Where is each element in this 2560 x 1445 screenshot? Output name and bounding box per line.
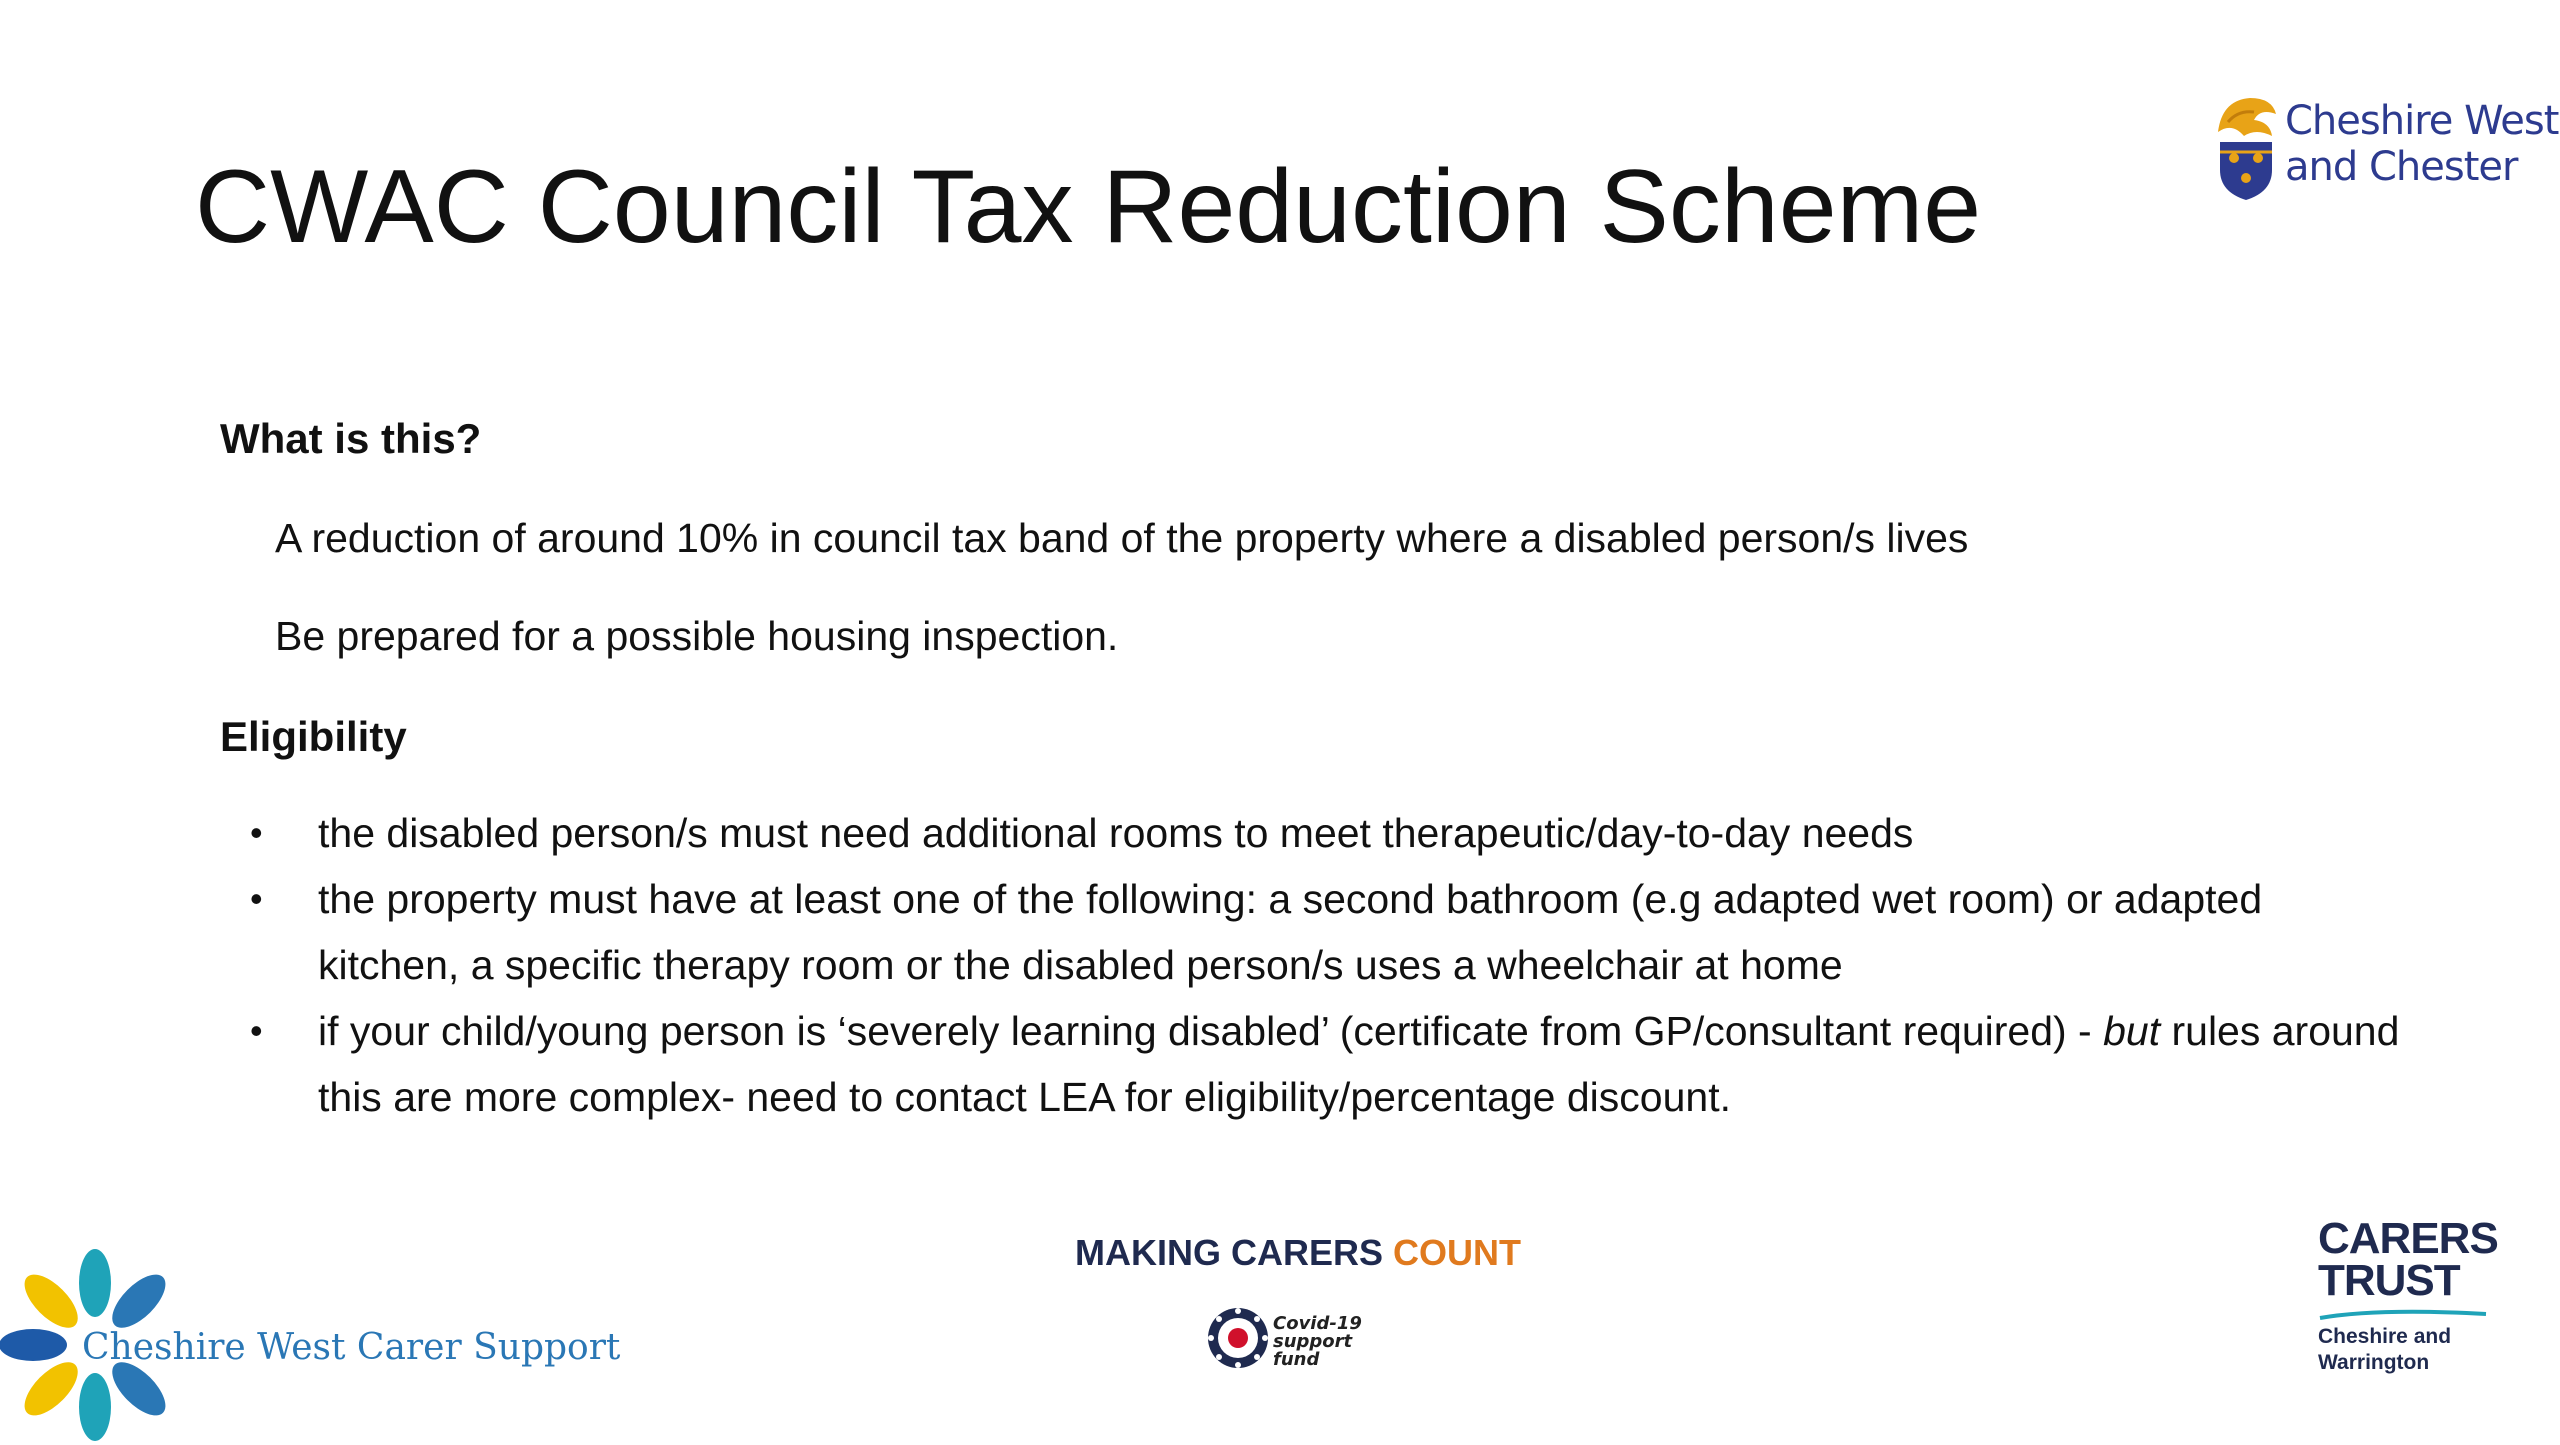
- carers-trust-line1: CARERS: [2318, 1214, 2498, 1263]
- list-item-text: if your child/young person is ‘severely learning disabled’ (certificate from GP/consultant required) -: [318, 1008, 2104, 1054]
- mcc-part2: COUNT: [1393, 1232, 1522, 1273]
- council-logo: [2210, 92, 2560, 202]
- eligibility-heading: Eligibility: [220, 713, 407, 760]
- carers-trust-logo: [2318, 1214, 2538, 1378]
- list-item-text-after: rules around this are more complex- need to contact LEA for eligibility/percentage discount.: [318, 1008, 2400, 1120]
- roundel-icon: [1205, 1305, 1271, 1371]
- list-item: [250, 866, 2400, 998]
- bullet-icon: •: [250, 878, 263, 919]
- what-line-2: Be prepared for a possible housing inspection.: [275, 613, 1119, 659]
- bullet-icon: •: [250, 1010, 263, 1051]
- lion-crest-icon: [2210, 92, 2280, 202]
- carers-trust-line2: TRUST: [2318, 1256, 2460, 1305]
- list-item: [250, 998, 2400, 1130]
- making-carers-count-logo: [1075, 1232, 1522, 1292]
- carers-trust-line4: Warrington: [2318, 1351, 2430, 1374]
- list-item: [250, 800, 2400, 866]
- covid-fund-logo: [1205, 1305, 1385, 1395]
- wave-icon: [2318, 1304, 2488, 1324]
- what-line-1: A reduction of around 10% in council tax band of the property where a disabled person/s lives: [275, 515, 1969, 561]
- bullet-icon: •: [250, 812, 263, 853]
- carers-trust-line3: Cheshire and: [2318, 1325, 2452, 1348]
- list-item-italic: but: [2103, 1008, 2161, 1054]
- council-name-line1: Cheshire West: [2285, 98, 2559, 144]
- eligibility-list: [250, 800, 2400, 1130]
- mcc-part1: MAKING CARERS: [1075, 1232, 1394, 1273]
- covid-line3: fund: [1273, 1349, 1320, 1370]
- page-title: CWAC Council Tax Reduction Scheme: [195, 149, 1982, 265]
- list-item-text: the property must have at least one of the following: a second bathroom (e.g adapted wet room) or adapted kitchen, a specific therapy room or the disabled person/s uses a wheelchair at home: [318, 876, 2263, 988]
- list-item-text: the disabled person/s must need additional rooms to meet therapeutic/day-to-day needs: [318, 810, 1914, 856]
- carer-support-logo: [0, 1245, 640, 1445]
- what-heading: What is this?: [220, 415, 482, 462]
- covid-line1: Covid-19: [1273, 1313, 1362, 1334]
- covid-line2: support: [1273, 1331, 1353, 1352]
- council-name-line2: and Chester: [2285, 144, 2518, 190]
- carer-support-name: Cheshire West Carer Support: [82, 1327, 621, 1368]
